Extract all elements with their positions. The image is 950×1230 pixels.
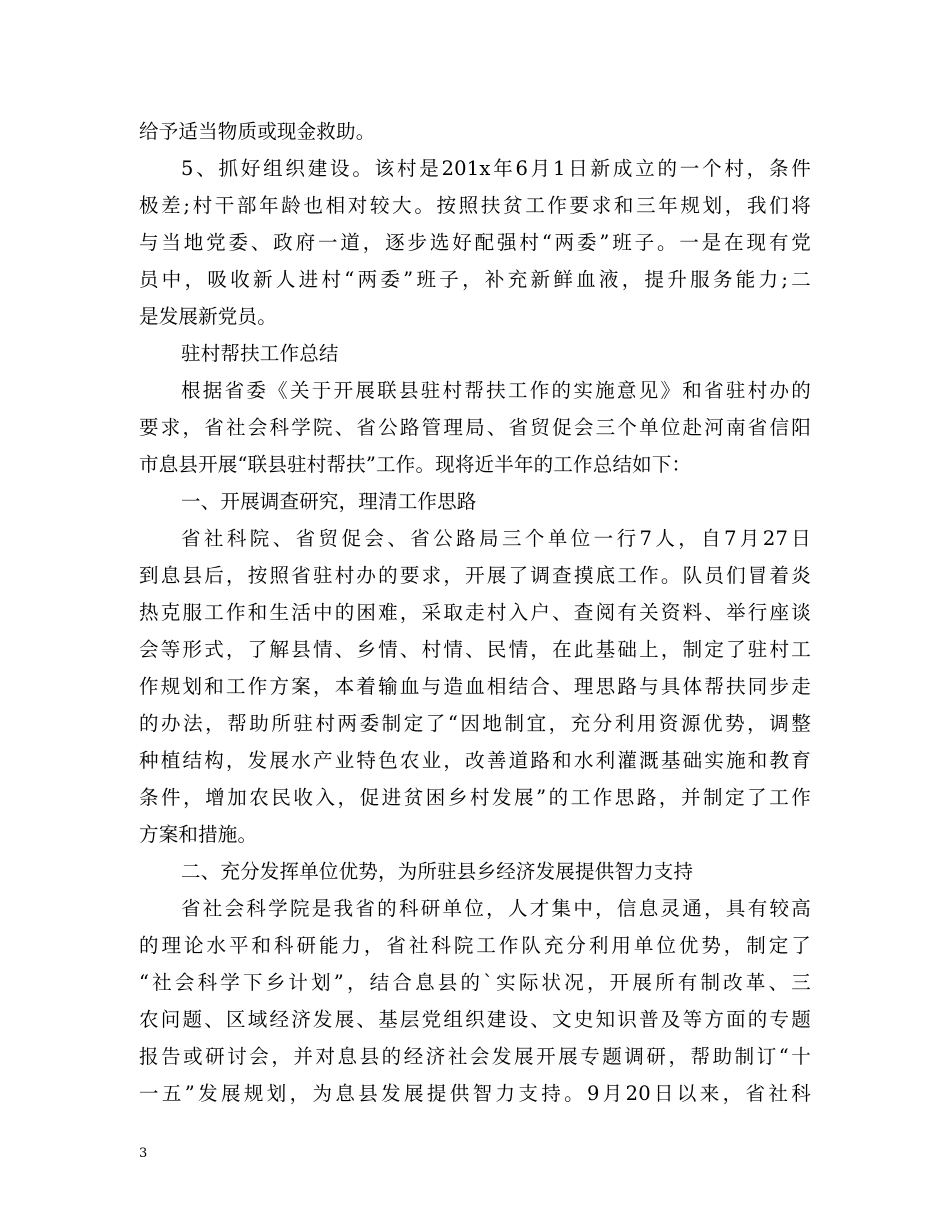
text-line: 作规划和工作方案，本着输血与造血相结合、理思路与具体帮扶同步走 [139, 675, 811, 698]
text-line: 是发展新党员。 [139, 305, 277, 328]
text-line: 方案和措施。 [139, 823, 258, 846]
text-line: 给予适当物质或现金救助。 [139, 120, 376, 143]
text-line: 要求，省社会科学院、省公路管理局、省贸促会三个单位赴河南省信阳 [139, 416, 811, 439]
text-line: 极差;村干部年龄也相对较大。按照扶贫工作要求和三年规划，我们将 [139, 194, 811, 217]
text-line: 员中，吸收新人进村“两委”班子，补充新鲜血液，提升服务能力;二 [139, 268, 811, 291]
text-line: 市息县开展“联县驻村帮扶”工作。现将近半年的工作总结如下： [139, 453, 692, 476]
text-line: 省社会科学院是我省的科研单位，人才集中，信息灵通，具有较高 [181, 897, 811, 920]
text-line: 报告或研讨会，并对息县的经济社会发展开展专题调研，帮助制订“十 [139, 1045, 811, 1068]
section-heading: 一、开展调查研究，理清工作思路 [181, 490, 477, 513]
section-heading: 二、充分发挥单位优势，为所驻县乡经济发展提供智力支持 [181, 860, 694, 883]
text-line: 条件，增加农民收入，促进贫困乡村发展”的工作思路，并制定了工作 [139, 786, 811, 809]
text-line: 5、抓好组织建设。该村是201x年6月1日新成立的一个村，条件 [181, 157, 811, 180]
text-line: 到息县后，按照省驻村办的要求，开展了调查摸底工作。队员们冒着炎 [139, 564, 811, 587]
text-line: 会等形式，了解县情、乡情、村情、民情，在此基础上，制定了驻村工 [139, 638, 811, 661]
text-line: 的办法，帮助所驻村两委制定了“因地制宜，充分利用资源优势，调整 [139, 712, 811, 735]
text-line: “社会科学下乡计划”，结合息县的`实际状况，开展所有制改革、三 [139, 971, 811, 994]
text-line: 热克服工作和生活中的困难，采取走村入户、查阅有关资料、举行座谈 [139, 601, 811, 624]
text-line: 根据省委《关于开展联县驻村帮扶工作的实施意见》和省驻村办的 [181, 379, 811, 402]
text-line: 与当地党委、政府一道，逐步选好配强村“两委”班子。一是在现有党 [139, 231, 811, 254]
text-line: 省社科院、省贸促会、省公路局三个单位一行7人，自7月27日 [181, 527, 811, 550]
text-line: 的理论水平和科研能力，省社科院工作队充分利用单位优势，制定了 [139, 934, 811, 957]
page-number: 3 [139, 1146, 148, 1161]
text-line: 种植结构，发展水产业特色农业，改善道路和水利灌溉基础实施和教育 [139, 749, 811, 772]
text-line: 一五”发展规划，为息县发展提供智力支持。9月20日以来，省社科 [139, 1082, 811, 1105]
section-title: 驻村帮扶工作总结 [181, 342, 339, 365]
text-line: 农问题、区域经济发展、基层党组织建设、文史知识普及等方面的专题 [139, 1008, 811, 1031]
